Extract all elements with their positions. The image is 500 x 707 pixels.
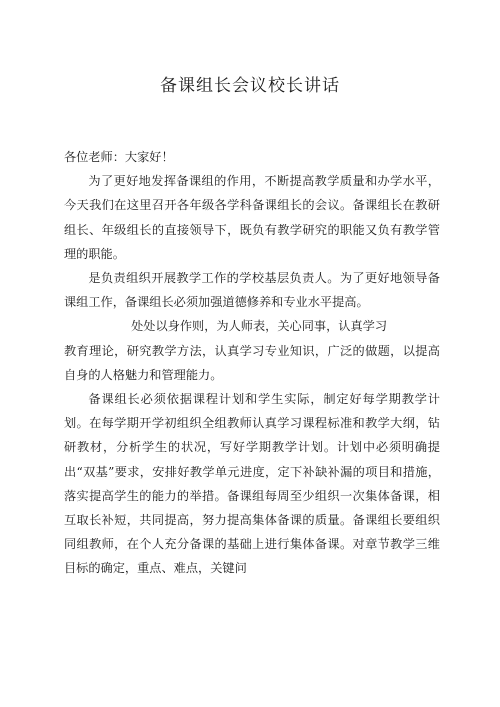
document-title: 备课组长会议校长讲话 <box>160 76 340 96</box>
paragraph: 备课组长必须依据课程计划和学生实际，制定好每学期教学计划。在每学期开学初组织全组教师认真学习课程标准和教学大纲，钻研教材，分析学生的状况，写好学期教学计划。计划中必须明确提出“双基”要求，安排好教学单元进度，定下补缺补漏的项目和措施，落实提高学生的能力的举措。备课组每周至少组织一次集体备课，相互取长补短，共同提高，努力提高集体备课的质量。备课组长要组织同组教师，在个人充分备课的基础上进行集体备课。对章节教学三维目标的确定，重点、难点，关键问 <box>64 392 440 576</box>
paragraph: 为了更好地发挥备课组的作用，不断提高教学质量和办学水平，今天我们在这里召开各年级各学科备课组长的会议。备课组长在教研组长、年级组长的直接领导下，既负有教学研究的职能又负有教学管理的职能。 <box>64 174 440 261</box>
greeting-line: 各位老师：大家好！ <box>64 150 174 164</box>
paragraph: 是负责组织开展教学工作的学校基层负责人。为了更好地领导备课组工作，备课组长必须加强道德修养和专业水平提高。 <box>64 271 440 310</box>
paragraph: 处处以身作则，为人师表，关心同事，认真学习 <box>131 319 388 334</box>
document-body <box>64 145 440 581</box>
paragraph: 教育理论，研究教学方法，认真学习专业知识，广泛的做题，以提高自身的人格魅力和管理能力。 <box>64 343 440 382</box>
